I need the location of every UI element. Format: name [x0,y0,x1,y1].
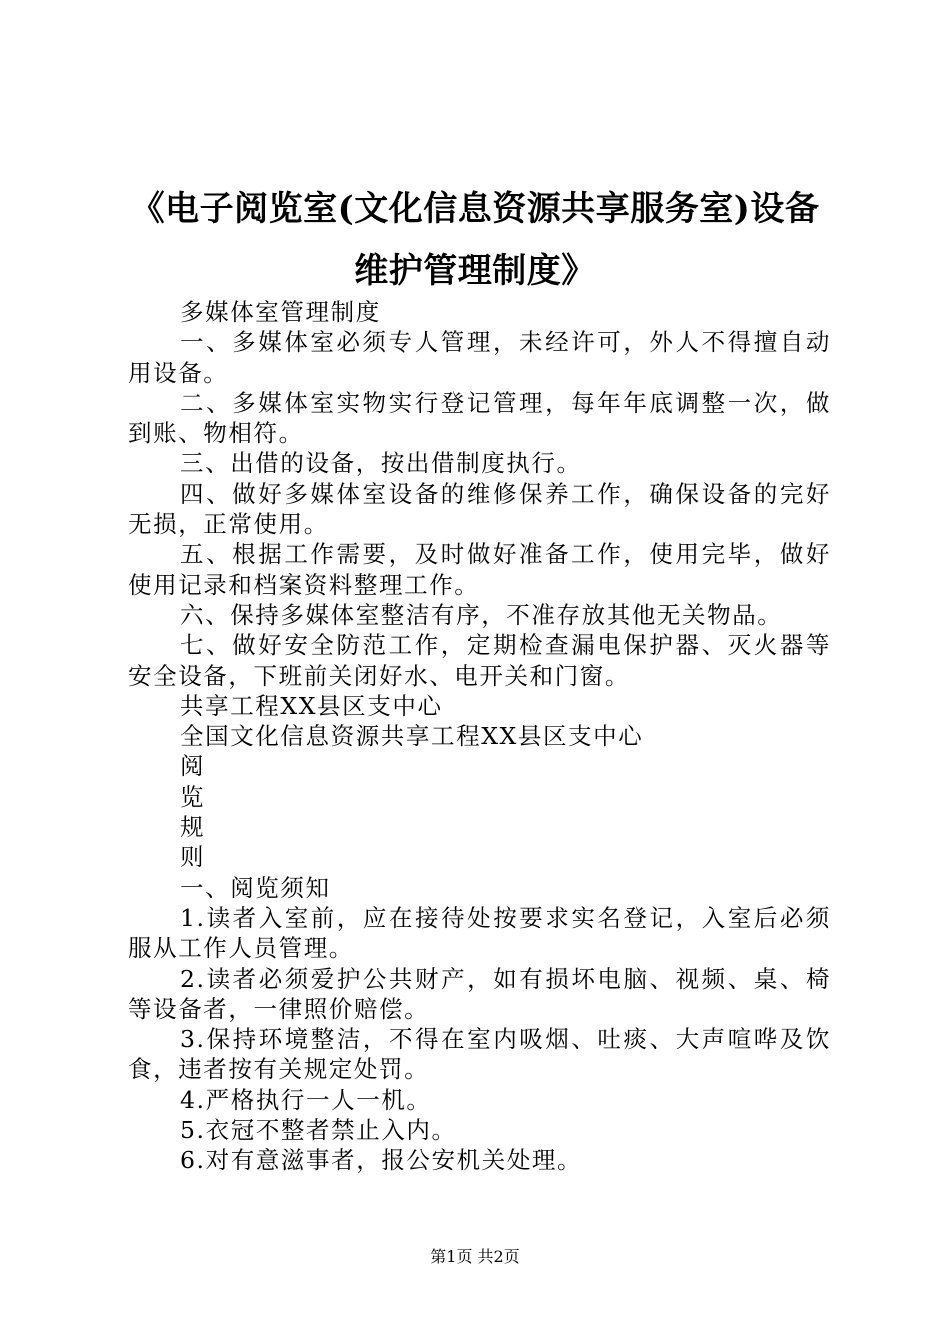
document-title [120,178,830,302]
section-heading-reading-notice: 一、阅览须知 [180,873,331,902]
rule-paragraph: 二、多媒体室实物实行登记管理，每年年底调整一次，做到账、物相符。 [128,388,831,448]
organization-name-full: 全国文化信息资源共享工程XX县区支中心 [180,722,644,751]
title-line-2: 维护管理制度》 [354,251,596,291]
rule-paragraph: 一、多媒体室必须专人管理，未经许可，外人不得擅自动用设备。 [128,328,831,387]
section-heading-multimedia: 多媒体室管理制度 [180,298,381,326]
notice-paragraph: 5.衣冠不整者禁止入内。 [180,1116,457,1145]
rule-paragraph: 四、做好多媒体室设备的维修保养工作，确保设备的完好无损，正常使用。 [128,479,831,539]
vertical-heading-char: 览 [180,782,206,811]
notice-paragraph: 2.读者必须爱护公共财产，如有损坏电脑、视频、桌、椅等设备者，一律照价赔偿。 [128,964,831,1023]
notice-paragraph: 3.保持环境整洁，不得在室内吸烟、吐痰、大声喧哗及饮食，违者按有关规定处罚。 [128,1025,831,1084]
rule-paragraph: 五、根据工作需要，及时做好准备工作，使用完毕，做好使用记录和档案资料整理工作。 [128,540,831,599]
title-line-1: 《电子阅览室(文化信息资源共享服务室)设备 [130,189,820,229]
notice-paragraph: 1.读者入室前，应在接待处按要求实名登记，入室后必须服从工作人员管理。 [128,903,831,963]
vertical-heading-char: 规 [180,813,206,842]
vertical-heading-char: 阅 [180,752,206,781]
vertical-heading-char: 则 [180,843,206,872]
rule-paragraph: 六、保持多媒体室整洁有序，不准存放其他无关物品。 [180,600,783,629]
document-body [128,297,831,1176]
rule-paragraph: 三、出借的设备，按出借制度执行。 [180,449,582,478]
page-footer: 第1页 共2页 [430,1247,520,1266]
organization-name: 共享工程XX县区支中心 [180,691,443,720]
notice-paragraph: 6.对有意滋事者，报公安机关处理。 [180,1146,583,1175]
rule-paragraph: 七、做好安全防范工作，定期检查漏电保护器、灭火器等安全设备，下班前关闭好水、电开关和门窗。 [128,631,831,690]
notice-paragraph: 4.严格执行一人一机。 [180,1085,432,1114]
